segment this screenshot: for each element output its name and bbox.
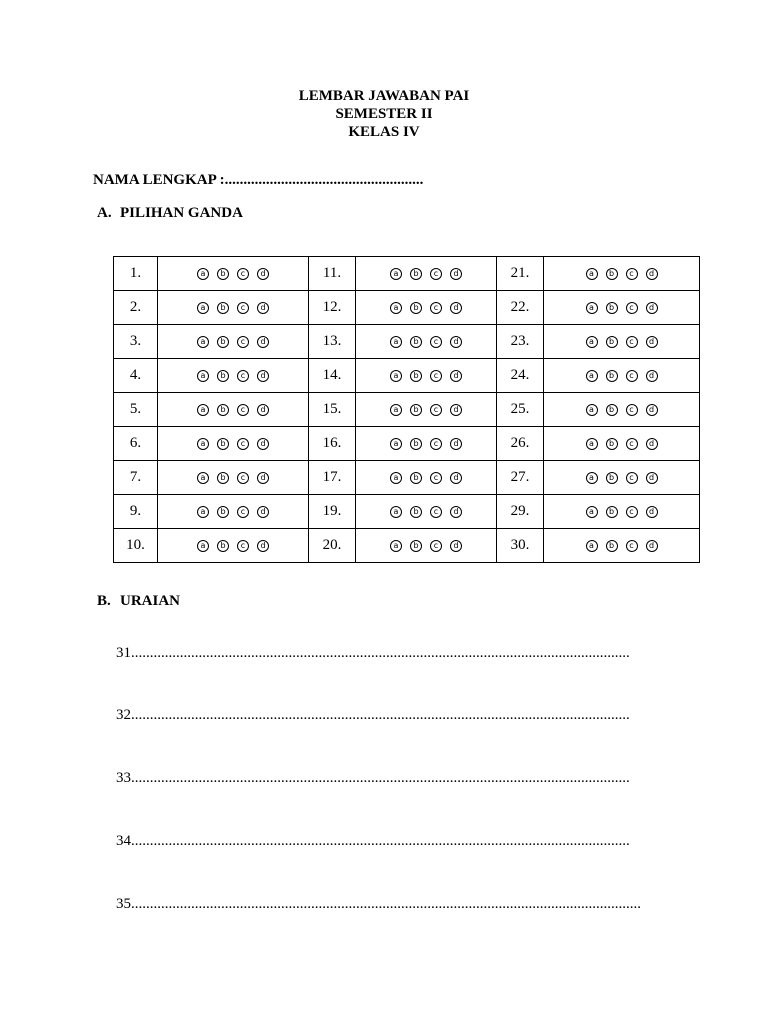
answer-bubble-a[interactable]: a <box>586 472 598 484</box>
answer-bubble-c[interactable]: c <box>626 336 638 348</box>
answer-bubble-d[interactable]: d <box>257 404 269 416</box>
answer-options <box>544 495 700 529</box>
question-number: 17. <box>309 461 356 495</box>
answer-bubble-a[interactable]: a <box>197 336 209 348</box>
answer-bubble-c[interactable]: c <box>430 472 442 484</box>
answer-bubble-c[interactable]: c <box>237 540 249 552</box>
answer-bubble-a[interactable]: a <box>586 302 598 314</box>
answer-options <box>158 325 309 359</box>
answer-bubble-c[interactable]: c <box>237 404 249 416</box>
section-b-letter: B. <box>97 593 111 609</box>
section-b-heading <box>97 593 180 610</box>
question-number: 26. <box>497 427 544 461</box>
answer-bubble-d[interactable]: d <box>450 472 462 484</box>
answer-bubble-d[interactable]: d <box>450 370 462 382</box>
answer-options <box>544 529 700 563</box>
essay-line-35[interactable]: 35........................................................................................................................................ <box>116 896 641 912</box>
answer-options <box>158 529 309 563</box>
question-number: 9. <box>114 495 158 529</box>
answer-bubble-b[interactable]: b <box>606 370 618 382</box>
question-number: 30. <box>497 529 544 563</box>
answer-bubble-d[interactable]: d <box>257 370 269 382</box>
answer-bubble-a[interactable]: a <box>586 268 598 280</box>
answer-options <box>356 393 497 427</box>
answer-bubble-b[interactable]: b <box>410 370 422 382</box>
answer-bubble-a[interactable]: a <box>586 336 598 348</box>
answer-options <box>158 359 309 393</box>
answer-bubble-a[interactable]: a <box>197 302 209 314</box>
answer-grid <box>113 256 700 563</box>
answer-bubble-d[interactable]: d <box>646 370 658 382</box>
answer-options <box>158 461 309 495</box>
answer-bubble-c[interactable]: c <box>430 268 442 280</box>
answer-options <box>158 393 309 427</box>
answer-bubble-d[interactable]: d <box>257 336 269 348</box>
title-line-3: KELAS IV <box>348 124 420 140</box>
answer-bubble-c[interactable]: c <box>237 302 249 314</box>
answer-options <box>356 529 497 563</box>
question-number: 4. <box>114 359 158 393</box>
answer-bubble-b[interactable]: b <box>217 302 229 314</box>
answer-options <box>356 427 497 461</box>
answer-bubble-b[interactable]: b <box>410 540 422 552</box>
answer-row <box>114 461 700 495</box>
answer-bubble-b[interactable]: b <box>217 336 229 348</box>
answer-bubble-d[interactable]: d <box>646 302 658 314</box>
answer-options <box>158 495 309 529</box>
answer-bubble-a[interactable]: a <box>390 370 402 382</box>
question-number: 7. <box>114 461 158 495</box>
section-a-title: PILIHAN GANDA <box>120 205 243 221</box>
answer-bubble-c[interactable]: c <box>430 438 442 450</box>
answer-bubble-a[interactable]: a <box>586 506 598 518</box>
section-b-title: URAIAN <box>120 593 180 609</box>
name-field[interactable]: NAMA LENGKAP :..................................................... <box>93 172 424 188</box>
page-title <box>0 87 768 141</box>
question-number: 15. <box>309 393 356 427</box>
answer-bubble-a[interactable]: a <box>586 540 598 552</box>
answer-bubble-a[interactable]: a <box>390 404 402 416</box>
answer-bubble-b[interactable]: b <box>606 438 618 450</box>
question-number: 11. <box>309 257 356 291</box>
answer-bubble-b[interactable]: b <box>606 268 618 280</box>
answer-options <box>158 427 309 461</box>
question-number: 12. <box>309 291 356 325</box>
answer-bubble-a[interactable]: a <box>390 268 402 280</box>
answer-options <box>158 257 309 291</box>
answer-bubble-a[interactable]: a <box>390 540 402 552</box>
answer-bubble-b[interactable]: b <box>410 336 422 348</box>
answer-row <box>114 495 700 529</box>
answer-bubble-a[interactable]: a <box>586 404 598 416</box>
question-number: 5. <box>114 393 158 427</box>
essay-line-34[interactable]: 34..................................................................................................................................... <box>116 833 630 849</box>
answer-bubble-c[interactable]: c <box>626 370 638 382</box>
answer-row <box>114 325 700 359</box>
title-line-2: SEMESTER II <box>335 106 433 122</box>
answer-bubble-c[interactable]: c <box>626 404 638 416</box>
answer-bubble-c[interactable]: c <box>237 506 249 518</box>
answer-bubble-c[interactable]: c <box>626 268 638 280</box>
answer-bubble-b[interactable]: b <box>410 404 422 416</box>
answer-bubble-c[interactable]: c <box>237 370 249 382</box>
answer-options <box>356 325 497 359</box>
answer-bubble-d[interactable]: d <box>450 302 462 314</box>
answer-bubble-b[interactable]: b <box>217 540 229 552</box>
answer-options <box>544 359 700 393</box>
answer-bubble-b[interactable]: b <box>606 540 618 552</box>
question-number: 1. <box>114 257 158 291</box>
answer-bubble-d[interactable]: d <box>450 438 462 450</box>
question-number: 19. <box>309 495 356 529</box>
answer-options <box>356 291 497 325</box>
question-number: 29. <box>497 495 544 529</box>
question-number: 25. <box>497 393 544 427</box>
question-number: 24. <box>497 359 544 393</box>
answer-bubble-c[interactable]: c <box>237 268 249 280</box>
answer-bubble-b[interactable]: b <box>217 438 229 450</box>
answer-bubble-b[interactable]: b <box>410 506 422 518</box>
answer-bubble-c[interactable]: c <box>430 370 442 382</box>
question-number: 16. <box>309 427 356 461</box>
answer-bubble-d[interactable]: d <box>646 336 658 348</box>
answer-options <box>356 359 497 393</box>
answer-options <box>356 257 497 291</box>
question-number: 14. <box>309 359 356 393</box>
answer-bubble-d[interactable]: d <box>646 540 658 552</box>
answer-bubble-c[interactable]: c <box>430 506 442 518</box>
answer-bubble-b[interactable]: b <box>410 472 422 484</box>
answer-bubble-a[interactable]: a <box>390 506 402 518</box>
answer-bubble-c[interactable]: c <box>430 404 442 416</box>
answer-bubble-c[interactable]: c <box>626 438 638 450</box>
answer-bubble-d[interactable]: d <box>646 506 658 518</box>
question-number: 27. <box>497 461 544 495</box>
answer-bubble-d[interactable]: d <box>450 336 462 348</box>
answer-bubble-a[interactable]: a <box>586 438 598 450</box>
answer-bubble-a[interactable]: a <box>390 302 402 314</box>
section-a-letter: A. <box>97 205 112 221</box>
answer-bubble-a[interactable]: a <box>197 506 209 518</box>
answer-bubble-a[interactable]: a <box>197 370 209 382</box>
answer-bubble-c[interactable]: c <box>430 302 442 314</box>
answer-bubble-d[interactable]: d <box>646 404 658 416</box>
answer-bubble-d[interactable]: d <box>646 438 658 450</box>
answer-bubble-b[interactable]: b <box>217 404 229 416</box>
answer-bubble-d[interactable]: d <box>646 472 658 484</box>
answer-bubble-d[interactable]: d <box>257 438 269 450</box>
answer-options <box>544 393 700 427</box>
question-number: 10. <box>114 529 158 563</box>
answer-bubble-c[interactable]: c <box>237 438 249 450</box>
answer-bubble-b[interactable]: b <box>606 404 618 416</box>
question-number: 13. <box>309 325 356 359</box>
section-a-heading <box>97 205 243 222</box>
answer-bubble-b[interactable]: b <box>606 506 618 518</box>
answer-bubble-b[interactable]: b <box>606 302 618 314</box>
answer-row <box>114 393 700 427</box>
answer-options <box>158 291 309 325</box>
answer-options <box>544 461 700 495</box>
answer-row <box>114 291 700 325</box>
answer-bubble-a[interactable]: a <box>197 472 209 484</box>
answer-options <box>544 325 700 359</box>
answer-bubble-b[interactable]: b <box>217 268 229 280</box>
answer-bubble-b[interactable]: b <box>217 472 229 484</box>
answer-bubble-d[interactable]: d <box>257 506 269 518</box>
answer-bubble-c[interactable]: c <box>430 540 442 552</box>
question-number: 22. <box>497 291 544 325</box>
answer-bubble-d[interactable]: d <box>257 540 269 552</box>
answer-bubble-d[interactable]: d <box>257 268 269 280</box>
answer-options <box>544 257 700 291</box>
answer-bubble-b[interactable]: b <box>606 336 618 348</box>
answer-bubble-c[interactable]: c <box>626 506 638 518</box>
answer-bubble-c[interactable]: c <box>626 472 638 484</box>
answer-row <box>114 529 700 563</box>
question-number: 21. <box>497 257 544 291</box>
answer-options <box>544 427 700 461</box>
answer-bubble-b[interactable]: b <box>606 472 618 484</box>
answer-bubble-a[interactable]: a <box>197 540 209 552</box>
answer-bubble-b[interactable]: b <box>410 438 422 450</box>
answer-bubble-a[interactable]: a <box>586 370 598 382</box>
answer-bubble-b[interactable]: b <box>410 268 422 280</box>
answer-bubble-b[interactable]: b <box>217 506 229 518</box>
answer-bubble-d[interactable]: d <box>257 302 269 314</box>
answer-bubble-b[interactable]: b <box>410 302 422 314</box>
answer-bubble-c[interactable]: c <box>237 472 249 484</box>
answer-row <box>114 257 700 291</box>
answer-bubble-d[interactable]: d <box>257 472 269 484</box>
answer-row <box>114 359 700 393</box>
answer-row <box>114 427 700 461</box>
answer-bubble-c[interactable]: c <box>237 336 249 348</box>
answer-options <box>544 291 700 325</box>
answer-bubble-a[interactable]: a <box>197 438 209 450</box>
answer-bubble-a[interactable]: a <box>390 472 402 484</box>
answer-bubble-b[interactable]: b <box>217 370 229 382</box>
answer-bubble-d[interactable]: d <box>450 506 462 518</box>
answer-bubble-d[interactable]: d <box>450 404 462 416</box>
answer-bubble-a[interactable]: a <box>197 268 209 280</box>
answer-bubble-d[interactable]: d <box>450 268 462 280</box>
answer-options <box>356 495 497 529</box>
essay-line-32[interactable]: 32..................................................................................................................................... <box>116 707 630 723</box>
answer-bubble-a[interactable]: a <box>390 336 402 348</box>
answer-bubble-d[interactable]: d <box>450 540 462 552</box>
answer-bubble-d[interactable]: d <box>646 268 658 280</box>
answer-bubble-c[interactable]: c <box>626 302 638 314</box>
question-number: 2. <box>114 291 158 325</box>
answer-bubble-a[interactable]: a <box>390 438 402 450</box>
question-number: 20. <box>309 529 356 563</box>
question-number: 6. <box>114 427 158 461</box>
essay-line-31[interactable]: 31..................................................................................................................................... <box>116 645 630 661</box>
answer-options <box>356 461 497 495</box>
answer-bubble-c[interactable]: c <box>626 540 638 552</box>
title-line-1: LEMBAR JAWABAN PAI <box>298 88 470 104</box>
answer-bubble-c[interactable]: c <box>430 336 442 348</box>
essay-line-33[interactable]: 33..................................................................................................................................... <box>116 770 630 786</box>
answer-bubble-a[interactable]: a <box>197 404 209 416</box>
question-number: 23. <box>497 325 544 359</box>
question-number: 3. <box>114 325 158 359</box>
